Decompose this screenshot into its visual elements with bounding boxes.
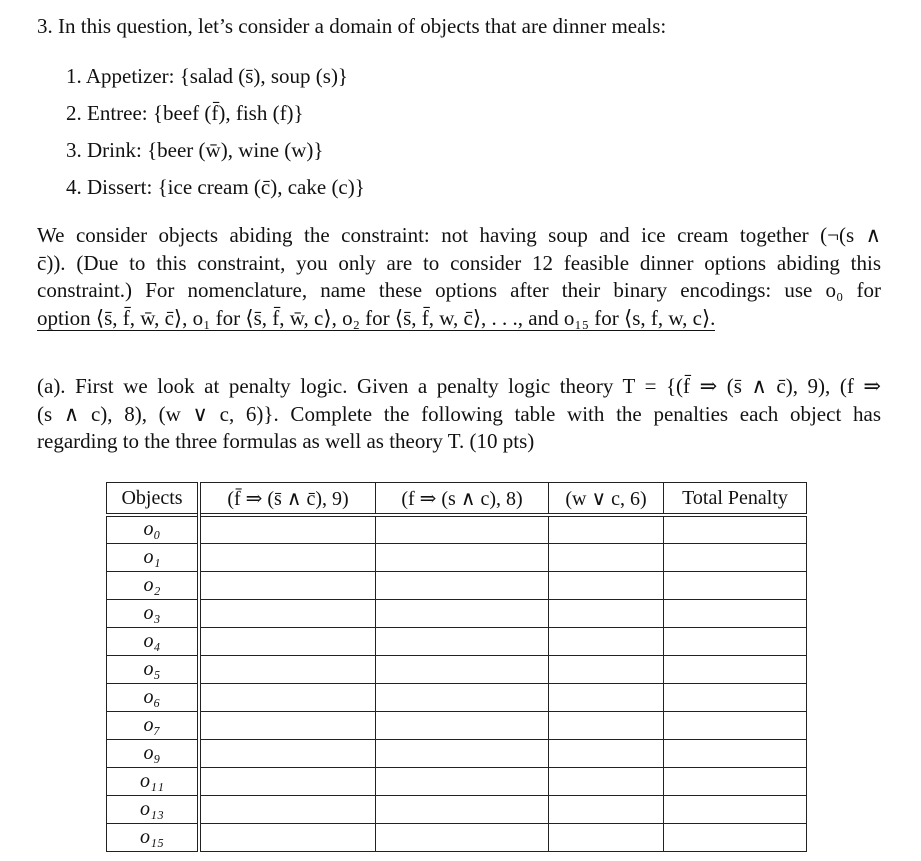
penalty-cell[interactable]: [199, 683, 376, 711]
paragraph-line: (s ∧ c), 8), (w ∨ c, 6)}. Complete the following table with the penalties each object has: [37, 401, 881, 426]
total-cell[interactable]: [664, 711, 807, 739]
penalty-cell[interactable]: [549, 599, 664, 627]
table-row: [107, 711, 807, 739]
total-cell[interactable]: [664, 655, 807, 683]
list-item: 4. Dissert: {ice cream (c̄), cake (c)}: [66, 175, 365, 199]
object-cell: o₉: [107, 739, 200, 767]
penalty-table: [106, 482, 807, 852]
object-cell: o₁₁: [107, 767, 200, 795]
table-row: [107, 683, 807, 711]
penalty-cell[interactable]: [549, 655, 664, 683]
object-cell: o₁₃: [107, 795, 200, 823]
total-cell[interactable]: [664, 739, 807, 767]
total-cell[interactable]: [664, 543, 807, 571]
table-row: [107, 571, 807, 599]
penalty-cell[interactable]: [376, 571, 549, 599]
penalty-cell[interactable]: [199, 795, 376, 823]
total-cell[interactable]: [664, 515, 807, 543]
object-cell: o₃: [107, 599, 200, 627]
penalty-cell[interactable]: [199, 711, 376, 739]
penalty-cell[interactable]: [549, 795, 664, 823]
paragraph-line: We consider objects abiding the constraint: not having soup and ice cream together (¬(s ∧: [37, 223, 881, 247]
object-cell: o₆: [107, 683, 200, 711]
col-total-penalty: Total Penalty: [664, 483, 807, 516]
penalty-cell[interactable]: [549, 767, 664, 795]
col-objects: Objects: [107, 483, 200, 516]
penalty-cell[interactable]: [549, 543, 664, 571]
penalty-cell[interactable]: [376, 543, 549, 571]
paragraph-line: (a). First we look at penalty logic. Given a penalty logic theory T = {(f̄ ⇒ (s̄ ∧ c̄), 9), (f ⇒: [37, 374, 881, 398]
list-item: 1. Appetizer: {salad (s̄), soup (s)}: [66, 64, 349, 88]
table-row: [107, 739, 807, 767]
penalty-cell[interactable]: [549, 739, 664, 767]
penalty-cell[interactable]: [549, 627, 664, 655]
penalty-cell[interactable]: [376, 739, 549, 767]
table-row: [107, 823, 807, 851]
penalty-cell[interactable]: [376, 683, 549, 711]
meal-category-list: [66, 58, 365, 206]
question-heading: 3. In this question, let’s consider a domain of objects that are dinner meals:: [37, 14, 667, 38]
penalty-cell[interactable]: [376, 599, 549, 627]
penalty-cell[interactable]: [549, 823, 664, 851]
total-cell[interactable]: [664, 823, 807, 851]
penalty-cell[interactable]: [199, 571, 376, 599]
total-cell[interactable]: [664, 627, 807, 655]
penalty-cell[interactable]: [199, 599, 376, 627]
underlined-line: option ⟨s̄, f̄, w̄, c̄⟩, o₁ for ⟨s̄, f̄, w̄, c⟩, o₂ for ⟨s̄, f̄, w, c̄⟩, . . ., and o₁₅ for ⟨s, f, w, c⟩.: [37, 305, 716, 330]
paragraph-line: c̄)). (Due to this constraint, you only are to consider 12 feasible dinner options abiding this: [37, 250, 881, 275]
total-cell[interactable]: [664, 599, 807, 627]
object-cell: o₇: [107, 711, 200, 739]
table-header-row: [107, 483, 807, 516]
penalty-cell[interactable]: [199, 627, 376, 655]
table-row: [107, 795, 807, 823]
paragraph-line: constraint.) For nomenclature, name these options after their binary encodings: use o₀ for: [37, 278, 881, 302]
paragraph-line: regarding to the three formulas as well as theory T. (10 pts): [37, 429, 535, 453]
penalty-cell[interactable]: [376, 767, 549, 795]
penalty-cell[interactable]: [199, 739, 376, 767]
object-cell: o₅: [107, 655, 200, 683]
total-cell[interactable]: [664, 683, 807, 711]
object-cell: o₁: [107, 543, 200, 571]
table-row: [107, 627, 807, 655]
list-item: 3. Drink: {beer (w̄), wine (w)}: [66, 138, 324, 162]
object-cell: o₁₅: [107, 823, 200, 851]
penalty-cell[interactable]: [376, 655, 549, 683]
penalty-cell[interactable]: [549, 711, 664, 739]
penalty-cell[interactable]: [376, 627, 549, 655]
table-row: [107, 543, 807, 571]
penalty-cell[interactable]: [199, 767, 376, 795]
list-item: 2. Entree: {beef (f̄), fish (f)}: [66, 101, 304, 125]
total-cell[interactable]: [664, 571, 807, 599]
object-cell: o₄: [107, 627, 200, 655]
paragraph-line: [37, 305, 881, 333]
constraint-paragraph: [37, 222, 881, 332]
total-cell[interactable]: [664, 767, 807, 795]
col-formula-1: (f̄ ⇒ (s̄ ∧ c̄), 9): [199, 483, 376, 516]
penalty-cell[interactable]: [376, 823, 549, 851]
total-cell[interactable]: [664, 795, 807, 823]
col-formula-2: (f ⇒ (s ∧ c), 8): [376, 483, 549, 516]
penalty-cell[interactable]: [376, 515, 549, 543]
object-cell: o₂: [107, 571, 200, 599]
part-a-paragraph: [37, 373, 881, 456]
table-row: [107, 515, 807, 543]
table-row: [107, 599, 807, 627]
penalty-cell[interactable]: [549, 515, 664, 543]
penalty-cell[interactable]: [199, 655, 376, 683]
penalty-cell[interactable]: [199, 515, 376, 543]
penalty-cell[interactable]: [199, 823, 376, 851]
penalty-cell[interactable]: [199, 543, 376, 571]
penalty-cell[interactable]: [549, 683, 664, 711]
object-cell: o₀: [107, 515, 200, 543]
table-row: [107, 655, 807, 683]
penalty-cell[interactable]: [376, 795, 549, 823]
penalty-cell[interactable]: [376, 711, 549, 739]
table-row: [107, 767, 807, 795]
col-formula-3: (w ∨ c, 6): [549, 483, 664, 516]
penalty-cell[interactable]: [549, 571, 664, 599]
